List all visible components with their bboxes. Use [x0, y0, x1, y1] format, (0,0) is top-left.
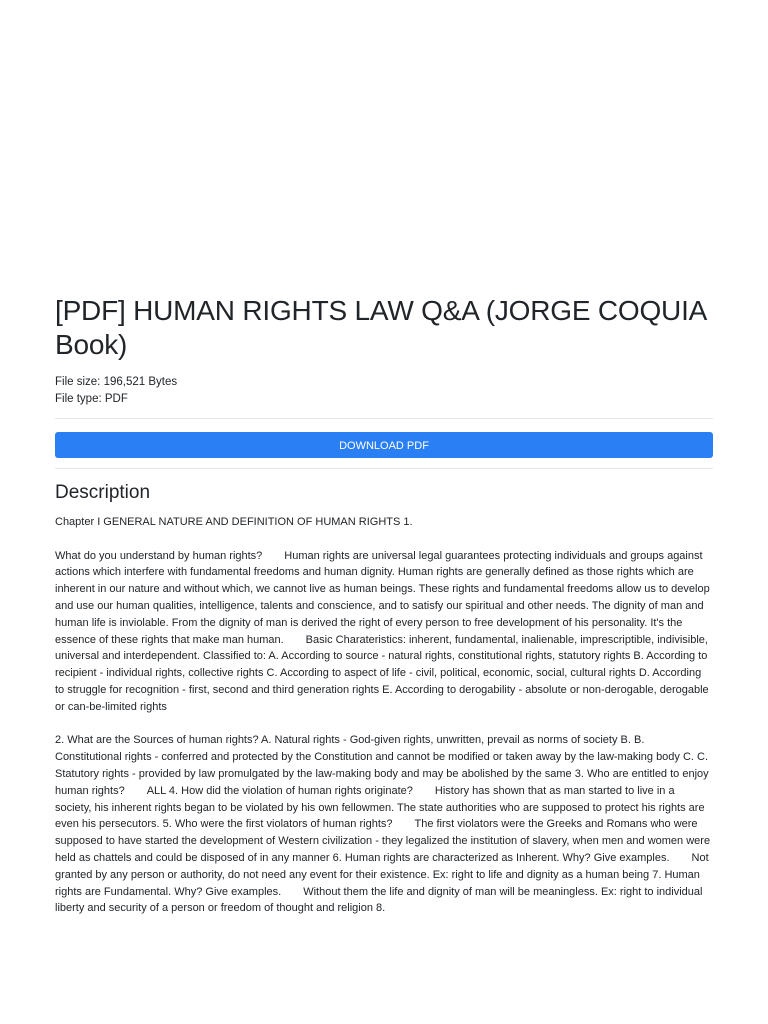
description-heading: Description — [55, 482, 151, 503]
description-body — [55, 514, 713, 917]
description-paragraph: Chapter I GENERAL NATURE AND DEFINITION OF HUMAN RIGHTS 1. — [55, 516, 413, 528]
file-type: File type: PDF — [55, 393, 128, 405]
divider-bottom — [55, 468, 713, 469]
ad-space — [55, 0, 713, 294]
description-paragraph: What do you understand by human rights? Human rights are universal legal guarantees protecting individuals and groups against actions which interfere with fundamental freedoms and human dignity. Human rights are generally defined as those rights which are inherent in our nature and without which, we cannot live as human beings. These rights and fundamental freedoms allow us to develop and use our human qualities, intelligence, talents and conscience, and to satisfy our spiritual and other needs. The dignity of man and human life is inviolable. From the dignity of man is derived the right of every person to free development of his personality. It's the essence of these rights that make man human. Basic Charateristics: inherent, fundamental, inalienable, imprescriptible, indivisible, universal and interdependent. Classified to: A. According to source - natural rights, constitutional rights, statutory rights B. According to recipient - individual rights, collective rights C. According to aspect of life - civil, political, economic, social, cultural rights D. According to struggle for recognition - first, second and third generation rights E. According to derogability - absolute or non-derogable, derogable or can-be-limited rights — [55, 549, 710, 713]
file-size: File size: 196,521 Bytes — [55, 376, 178, 388]
download-pdf-button[interactable]: DOWNLOAD PDF — [55, 432, 713, 458]
page-title: [PDF] HUMAN RIGHTS LAW Q&A (JORGE COQUIA Book) — [55, 295, 706, 360]
file-meta — [55, 374, 713, 408]
divider-top — [55, 418, 713, 419]
description-paragraph: 2. What are the Sources of human rights? A. Natural rights - God-given rights, unwritten, prevail as norms of society B. B. Constitutional rights - conferred and protected by the Constitution and cannot be modified or taken away by the law-making body C. C. Statutory rights - provided by law promulgated by the law-making body and may be abolished by the same 3. Who are entitled to enjoy human rights? ALL 4. How did the violation of human rights originate? History has shown that as man started to live in a society, his inherent rights began to be violated by his own fellowmen. The state authorities who are supposed to protect his rights are even his persecutors. 5. Who were the first violators of human rights? The first violators were the Greeks and Romans who were supposed to have started the development of Western civilization - they legalized the institution of slavery, when men and women were held as chattels and could be disposed of in any manner 6. Human rights are characterized as Inherent. Why? Give examples. Not granted by any person or authority, do not need any event for their existence. Ex: right to life and dignity as a human being 7. Human rights are Fundamental. Why? Give examples. Without them the life and dignity of man will be meaningless. Ex: right to individual liberty and security of a person or freedom of thought and religion 8. — [55, 734, 711, 915]
